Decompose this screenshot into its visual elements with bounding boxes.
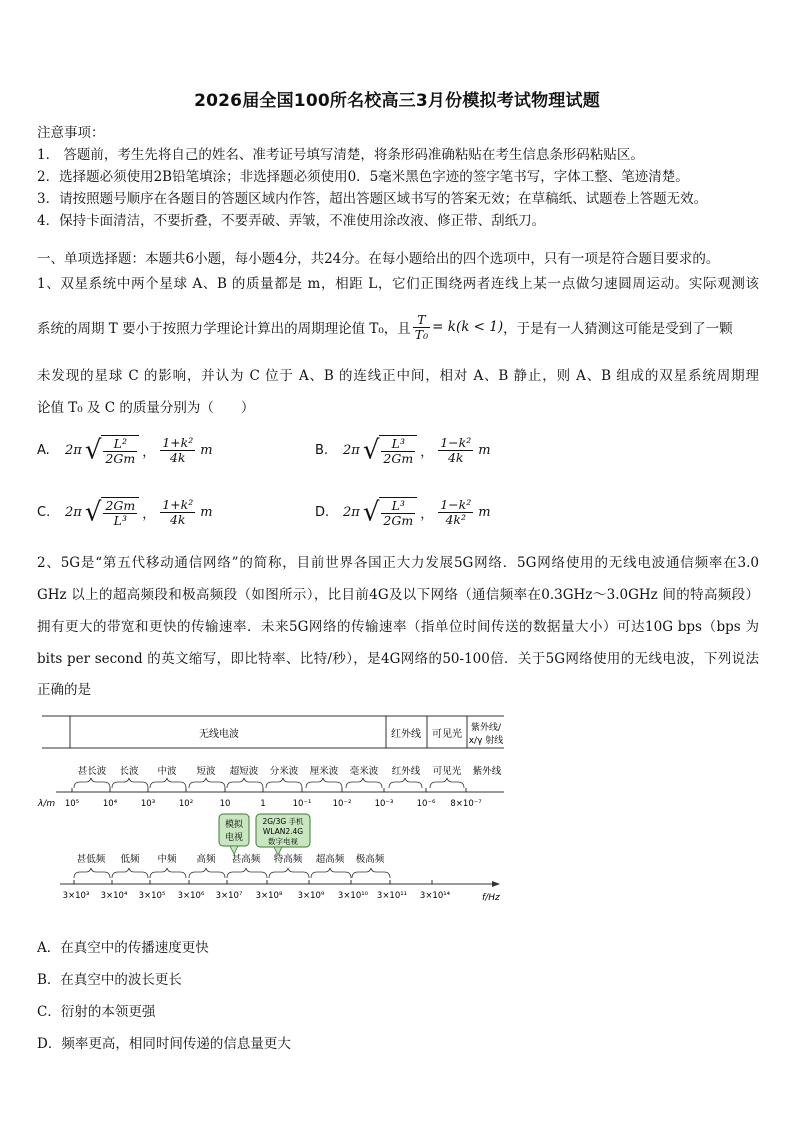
- option-a-rad-den: 2Gm: [105, 450, 136, 466]
- callout-analog-line1: 模拟: [224, 820, 244, 830]
- option-d-rad-num: L³: [381, 499, 415, 514]
- freq-tick: 3×10⁶: [177, 891, 205, 901]
- option-d-coef: 2π: [343, 504, 360, 520]
- freq-braces: [74, 868, 390, 878]
- q2-line-2: GHz 以上的超高频段和极高频段（如图所示），比目前4G及以下网络（通信频率在0.3GHz～3.0GHz 间的特高频段）: [37, 587, 759, 603]
- q1-line-2-text-a: 系统的周期 T 要小于按照力学理论计算出的周期理论值 T₀，且: [37, 321, 411, 338]
- band-uv: 紫外线/: [470, 723, 502, 733]
- wave-name: 紫外线: [472, 766, 502, 777]
- notice-item-4: 4．保持卡面清洁，不要折叠，不要弄破、弄皱，不准使用涂改液、修正带、刮纸刀。: [37, 213, 546, 229]
- freq-tick: 3×10⁹: [297, 891, 325, 901]
- option-a-separator: ，: [142, 444, 156, 460]
- q1-line-1: 1、双星系统中两个星球 A、B 的质量都是 m，相距 L，它们正围绕两者连线上某一点做匀速圆周运动。实际观测该: [37, 276, 759, 292]
- freq-tick: 3×10⁴: [100, 891, 128, 901]
- option-b-label: B.: [315, 442, 329, 458]
- option-d-expression: [343, 497, 491, 528]
- answer-a[interactable]: A．在真空中的传播速度更快: [37, 940, 209, 956]
- freq-name: 极高频: [355, 854, 385, 865]
- wave-name: 厘米波: [309, 766, 339, 777]
- lambda-tick: 10⁻⁶: [416, 799, 436, 809]
- option-a-mass-den: 4k: [169, 449, 186, 465]
- freq-name: 甚低频: [76, 854, 106, 865]
- em-spectrum-diagram: [34, 712, 504, 912]
- lambda-tick: 10⁴: [102, 799, 118, 809]
- ratio-equation: = k(k < 1): [432, 319, 504, 336]
- q1-line-4: 论值 T₀ 及 C 的质量分别为（ ）: [37, 400, 255, 416]
- wave-name: 毫米波: [349, 766, 379, 777]
- option-a-sqrt: √ $\frac{\text{L²}}{2Gm}$: [85, 435, 139, 466]
- q2-line-1: 2、5G是“第五代移动通信网络”的简称，目前世界各国正大力发展5G网络．5G网络使用的无线电波通信频率在3.0: [37, 555, 759, 571]
- wave-name-row: [78, 765, 502, 777]
- option-b-sqrt: √ $\frac{\text{L³}}{2Gm}$: [363, 435, 417, 466]
- option-d-sqrt: √ $\frac{\text{L³}}{2Gm}$: [363, 497, 417, 528]
- lambda-tick: 1: [260, 799, 266, 809]
- option-c-mass-den: 4k: [169, 511, 186, 527]
- wave-name: 超短波: [229, 766, 259, 777]
- callout-mobile-line1: 2G/3G 手机: [262, 817, 304, 826]
- section-heading: 一、单项选择题：本题共6小题，每小题4分，共24分。在每小题给出的四个选项中，只有一项是符合题目要求的。: [37, 251, 720, 267]
- option-a[interactable]: [37, 430, 213, 470]
- option-c-m: m: [200, 504, 213, 520]
- wave-name: 长波: [119, 766, 139, 777]
- lambda-axis-label: λ/m: [38, 799, 56, 809]
- wave-name: 分米波: [269, 766, 299, 777]
- option-c-mass-num: 1+k²: [162, 496, 194, 512]
- lambda-tick-labels: [65, 799, 482, 809]
- option-a-label: A.: [37, 442, 50, 458]
- freq-tick: 3×10¹¹: [376, 891, 408, 901]
- freq-name: 高频: [196, 854, 216, 865]
- answer-c[interactable]: C．衍射的本领更强: [37, 1004, 156, 1020]
- freq-tick: 3×10⁸: [255, 891, 283, 901]
- band-radio: 无线电波: [199, 729, 239, 740]
- q1-line-2: [37, 313, 759, 342]
- option-d-m: m: [478, 504, 491, 520]
- option-b[interactable]: [315, 430, 491, 470]
- option-d-rad-den: 2Gm: [383, 512, 414, 528]
- ratio-fraction: [413, 313, 430, 342]
- freq-tick: 3×10⁷: [215, 891, 243, 901]
- notice-heading: 注意事项：: [37, 125, 105, 141]
- band-visible: 可见光: [432, 729, 462, 740]
- lambda-tick: 10⁵: [64, 799, 80, 809]
- option-a-rad-num: L²: [103, 437, 137, 452]
- freq-tick: 3×10³: [62, 891, 90, 901]
- option-b-m: m: [478, 442, 491, 458]
- option-c-label: C.: [37, 504, 51, 520]
- option-a-expression: [65, 435, 213, 466]
- lambda-tick: 10⁻¹: [292, 799, 312, 809]
- freq-tick: 3×10¹⁰: [337, 891, 369, 901]
- option-a-mass-num: 1+k²: [162, 434, 194, 450]
- option-b-rad-den: 2Gm: [383, 450, 414, 466]
- callout-mobile-line2: WLAN2.4G: [262, 827, 304, 836]
- freq-name: 特高频: [273, 854, 303, 865]
- answer-b[interactable]: B．在真空中的波长更长: [37, 972, 182, 988]
- freq-name: 低频: [120, 854, 140, 865]
- option-b-coef: 2π: [343, 442, 360, 458]
- q1-line-2-text-b: ，于是有一人猜测这可能是受到了一颗: [503, 321, 733, 338]
- band-xray: x/γ 射线: [468, 736, 504, 746]
- option-c-rad-den: L³: [113, 512, 127, 528]
- option-c-expression: [65, 497, 213, 528]
- notice-item-3: 3．请按照题号顺序在各题目的答题区域内作答，超出答题区域书写的答案无效；在草稿纸、试题卷上答题无效。: [37, 191, 708, 207]
- option-a-m: m: [200, 442, 213, 458]
- notice-item-1: 1． 答题前，考生先将自己的姓名、准考证号填写清楚，将条形码准确粘贴在考生信息条形码粘贴区。: [37, 147, 644, 163]
- lambda-tick: 10: [219, 799, 231, 809]
- option-b-rad-num: L³: [381, 437, 415, 452]
- wave-braces: [74, 778, 464, 788]
- option-c-separator: ，: [142, 506, 156, 522]
- option-a-coef: 2π: [65, 442, 82, 458]
- freq-name: 超高频: [315, 854, 345, 865]
- lambda-ticks: [72, 788, 466, 792]
- option-c-sqrt: √ $\frac{2Gm}{\text{L³}}$: [85, 497, 139, 528]
- option-c[interactable]: [37, 492, 213, 532]
- lambda-tick: 10²: [178, 799, 194, 809]
- freq-tick: 3×10¹⁴: [419, 891, 451, 901]
- freq-name: 甚高频: [231, 854, 261, 865]
- page-title: 2026届全国100所名校高三3月份模拟考试物理试题: [194, 91, 600, 111]
- callout-mobile-line3: 数字电视: [268, 837, 298, 846]
- option-c-coef: 2π: [65, 504, 82, 520]
- callout-analog-tv: [219, 814, 249, 854]
- callout-mobile: [256, 814, 310, 855]
- lambda-tick: 10³: [140, 799, 156, 809]
- option-d-separator: ，: [420, 506, 434, 522]
- wave-name: 中波: [157, 766, 177, 777]
- freq-ticks: [74, 880, 432, 884]
- freq-axis-arrow: [492, 881, 500, 887]
- option-c-rad-num: 2Gm: [105, 497, 136, 513]
- lambda-tick: 10⁻³: [374, 799, 394, 809]
- lambda-tick: 8×10⁻⁷: [450, 799, 482, 809]
- band-infrared: 红外线: [391, 729, 421, 740]
- q1-line-3: 未发现的星球 C 的影响，并认为 C 位于 A、B 的连线正中间，相对 A、B 静止，则 A、B 组成的双星系统周期理: [37, 368, 759, 384]
- callout-analog-line2: 电视: [224, 833, 244, 843]
- lambda-tick: 10⁻²: [332, 799, 352, 809]
- q2-line-5: 正确的是: [37, 682, 91, 698]
- option-b-expression: [343, 435, 491, 466]
- option-b-separator: ，: [420, 444, 434, 460]
- option-d-mass-den: 4k²: [445, 511, 466, 527]
- wave-name: 甚长波: [77, 766, 107, 777]
- option-d[interactable]: [315, 492, 491, 532]
- ratio-denominator: T₀: [414, 326, 429, 342]
- option-b-mass-num: 1−k²: [440, 434, 472, 450]
- q2-line-4: bits per second 的英文缩写，即比特率、比特/秒），是4G网络的50-100倍．关于5G网络使用的无线电波，下列说法: [37, 651, 759, 667]
- option-b-mass-den: 4k: [447, 449, 464, 465]
- option-d-mass-num: 1−k²: [440, 496, 472, 512]
- notice-item-2: 2．选择题必须使用2B铅笔填涂；非选择题必须使用0．5毫米黑色字迹的签字笔书写，字体工整、笔迹清楚。: [37, 169, 689, 185]
- freq-tick-labels: [63, 891, 451, 901]
- option-d-label: D.: [315, 504, 330, 520]
- answer-d[interactable]: D．频率更高，相同时间传递的信息量更大: [37, 1036, 291, 1052]
- wave-name: 短波: [196, 766, 216, 777]
- freq-name: 中频: [157, 854, 177, 865]
- freq-tick: 3×10⁵: [138, 891, 166, 901]
- freq-name-row: [77, 853, 385, 865]
- wave-name: 可见光: [432, 766, 462, 777]
- ratio-numerator: T: [413, 313, 430, 328]
- wave-name: 红外线: [391, 766, 421, 777]
- q2-line-3: 拥有更大的带宽和更快的传输速率．未来5G网络的传输速率（指单位时间传送的数据量大小）可达10G bps（bps 为: [37, 619, 759, 635]
- freq-axis-label: f/Hz: [482, 893, 500, 903]
